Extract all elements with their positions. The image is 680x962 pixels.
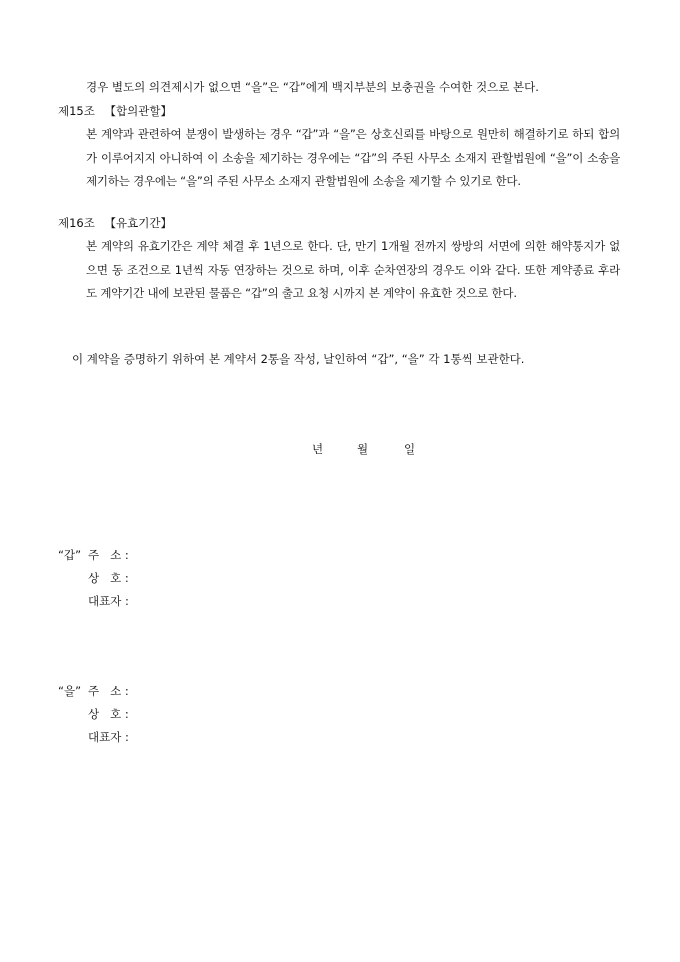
date-line [0,438,680,461]
closing-statement: 이 계약을 증명하기 위하여 본 계약서 2통을 작성, 날인하여 “갑”, “을” 각 1통씩 보관한다. [72,352,525,366]
intro-line: 경우 별도의 의견제시가 없으면 “을”은 “갑”에게 백지부분의 보충권을 수여한 것으로 본다. [86,80,539,94]
party-gap-address: 주 소 : [88,548,129,562]
party-eul-company: 상 호 : [88,707,129,721]
party-eul-label: “을” [58,684,82,698]
article-16-number: 제16조 [58,216,95,230]
date-year: 년 [312,442,324,456]
article-15-body: 본 계약과 관련하여 분쟁이 발생하는 경우 “갑”과 “을”은 상호신뢰를 바탕으로 원만히 해결하기로 하되 합의가 이루어지지 아니하여 이 소송을 제기하는 경우에는 “갑”의 주된 사무소 소재지 관할법원에 “을”이 소송을 제기하는 경우에는 “을”의 주된 사무소 소재지 관할법원에 소송을 제기할 수 있기로 한다. [86,127,620,188]
article-16-heading [58,212,172,235]
party-gap-representative: 대표자 : [88,594,129,608]
article-16-title: 【유효기간】 [104,216,172,230]
party-eul-address: 주 소 : [88,684,129,698]
article-16-body: 본 계약의 유효기간은 계약 체결 후 1년으로 한다. 단, 만기 1개월 전까지 쌍방의 서면에 의한 해약통지가 없으면 동 조건으로 1년씩 자동 연장하는 것으로 하며, 이후 순차연장의 경우도 이와 같다. 또한 계약종료 후라도 계약기간 내에 보관된 물품은 “갑”의 출고 요청 시까지 본 계약이 유효한 것으로 한다. [86,239,620,300]
article-15-title: 【합의관할】 [104,104,172,118]
article-15-heading [58,100,172,123]
article-15-number: 제15조 [58,104,95,118]
date-month: 월 [357,442,369,456]
date-day: 일 [404,442,416,456]
party-gap-label: “갑” [58,548,82,562]
party-eul-representative: 대표자 : [88,730,129,744]
party-gap-company: 상 호 : [88,571,129,585]
